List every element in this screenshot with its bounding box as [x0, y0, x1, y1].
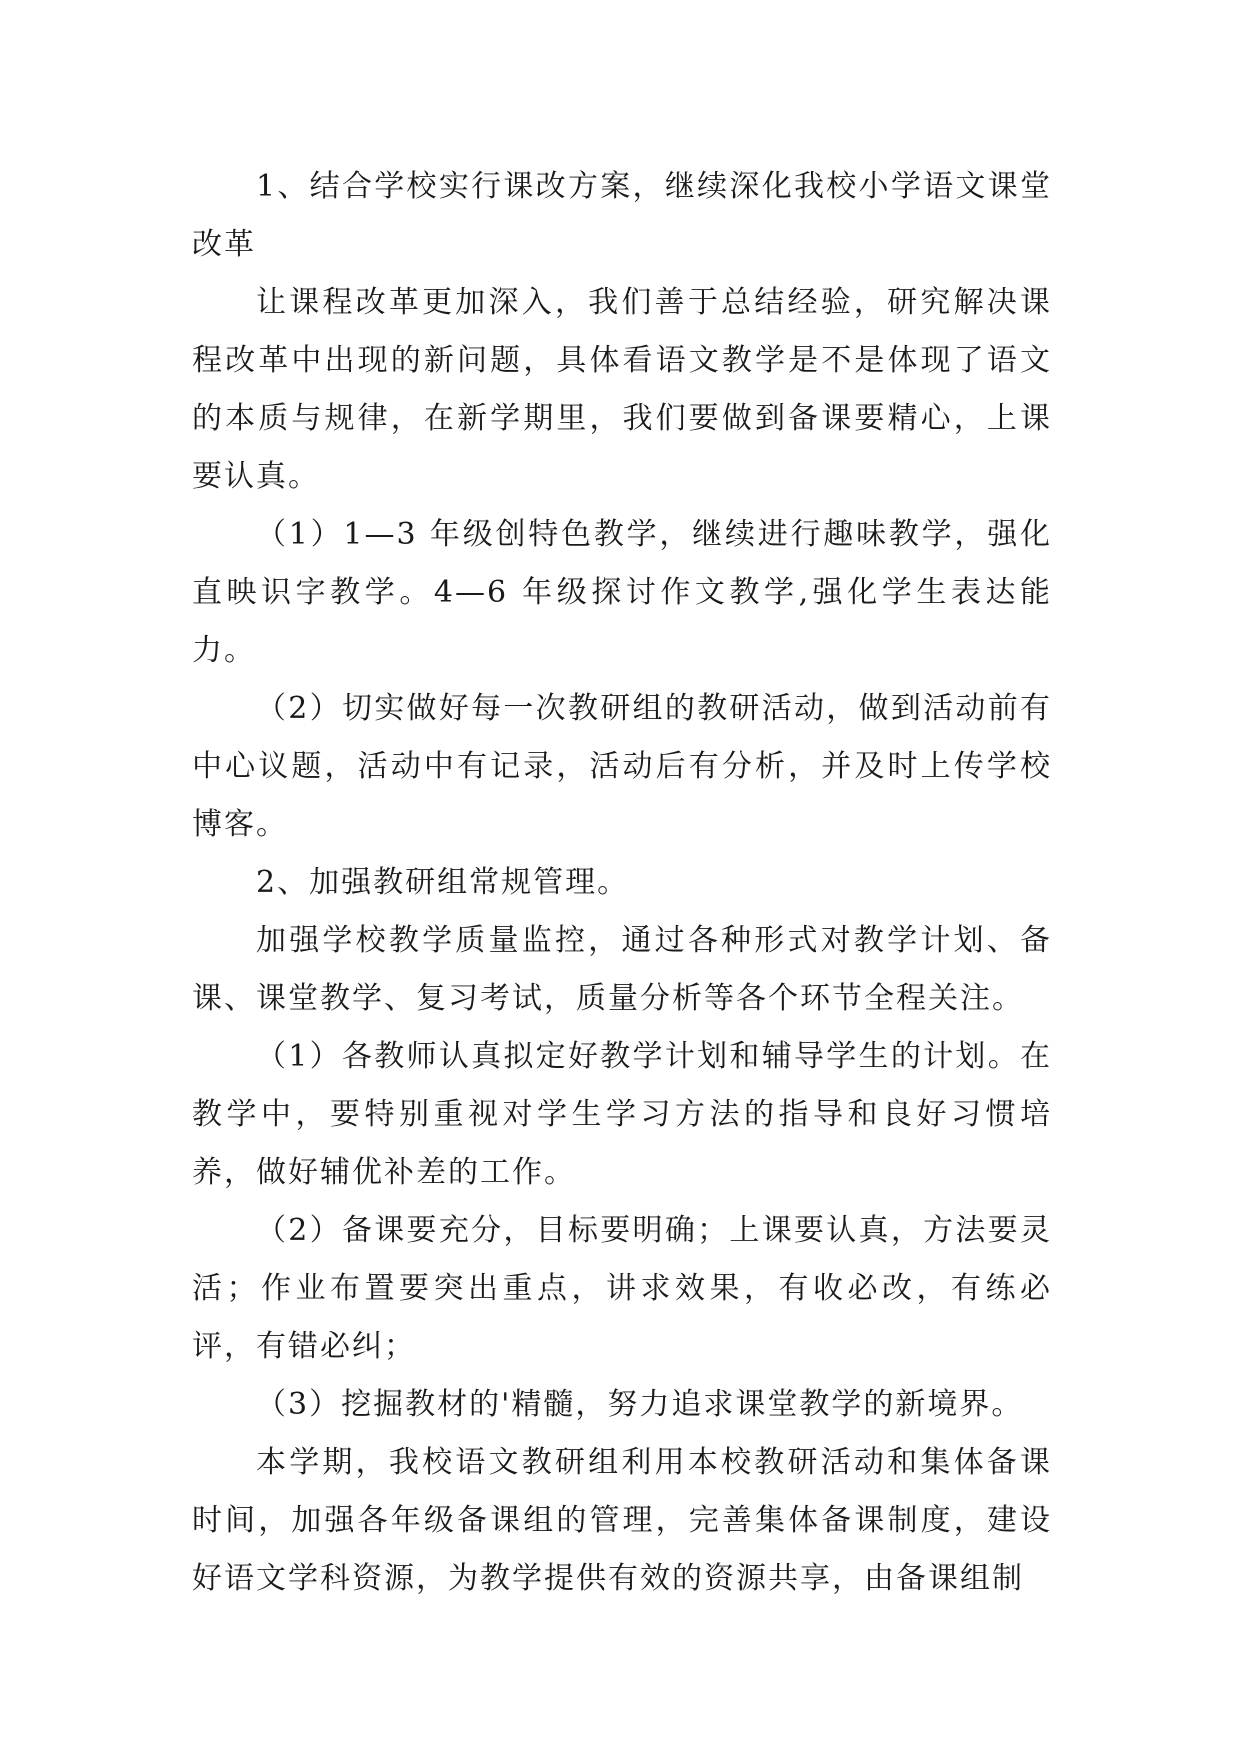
- paragraph-1: 1、结合学校实行课改方案，继续深化我校小学语文课堂改革: [192, 169, 1052, 262]
- paragraph-5: 2、加强教研组常规管理。: [256, 865, 630, 900]
- paragraph-6: 加强学校教学质量监控，通过各种形式对教学计划、备课、课堂教学、复习考试，质量分析等各个环节全程关注。: [192, 923, 1052, 1016]
- paragraph-4: （2）切实做好每一次教研组的教研活动，做到活动前有中心议题，活动中有记录，活动后有分析，并及时上传学校博客。: [192, 691, 1052, 842]
- paragraph-9: （3）挖掘教材的'精髓，努力追求课堂教学的新境界。: [256, 1387, 1024, 1422]
- paragraph-3: （1）1—3 年级创特色教学，继续进行趣味教学，强化直映识字教学。4—6 年级探讨作文教学,强化学生表达能力。: [192, 517, 1052, 668]
- document-body: [192, 158, 1052, 1608]
- paragraph-10: 本学期，我校语文教研组利用本校教研活动和集体备课时间，加强各年级备课组的管理，完善集体备课制度，建设好语文学科资源，为教学提供有效的资源共享，由备课组制: [192, 1445, 1052, 1596]
- paragraph-7: （1）各教师认真拟定好教学计划和辅导学生的计划。在教学中，要特别重视对学生学习方法的指导和良好习惯培养，做好辅优补差的工作。: [192, 1039, 1052, 1190]
- paragraph-8: （2）备课要充分，目标要明确；上课要认真，方法要灵活；作业布置要突出重点，讲求效果，有收必改，有练必评，有错必纠；: [192, 1213, 1052, 1364]
- paragraph-2: 让课程改革更加深入，我们善于总结经验，研究解决课程改革中出现的新问题，具体看语文教学是不是体现了语文的本质与规律，在新学期里，我们要做到备课要精心，上课要认真。: [192, 285, 1052, 494]
